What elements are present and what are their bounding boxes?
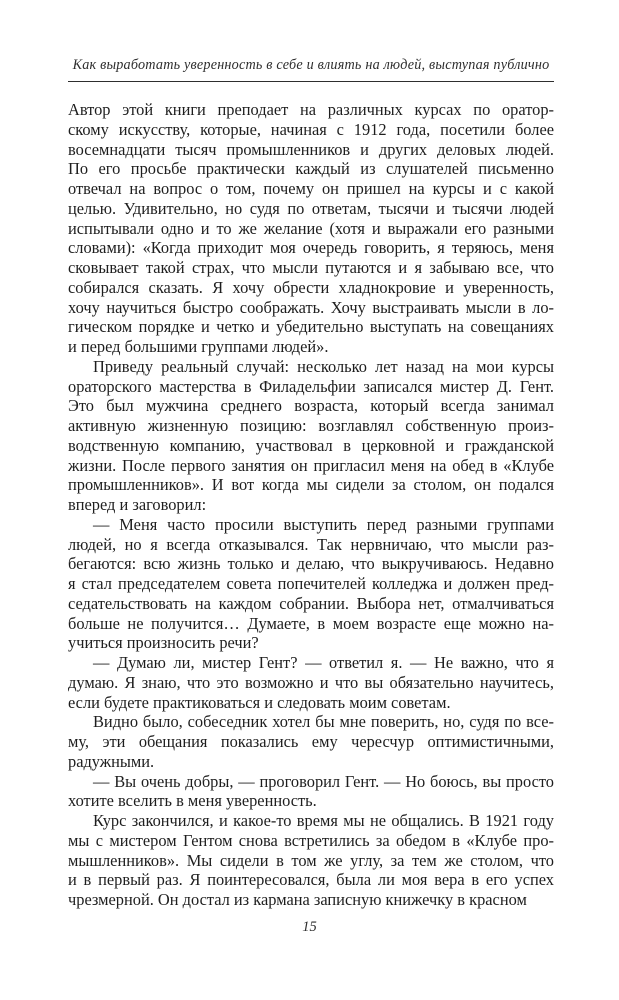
text-line: — Меня часто просили выступить перед разными группами	[93, 514, 554, 534]
text-line: ораторского мастерства в Филадельфии записался мистер Д. Гент.	[68, 376, 554, 396]
page-number: 15	[302, 919, 317, 935]
text-line: промышленников». И вот когда мы сидели за столом, он подался	[68, 475, 554, 495]
text-line: активную жизненную позицию: возглавлял собственную произ-	[68, 416, 554, 435]
text-line: — Вы очень добры, — проговорил Гент. — Но боюсь, вы просто	[93, 771, 554, 791]
text-line: испытывали одно и то же желание (хотя и выражали его разными	[68, 218, 554, 238]
text-line: По его просьбе практически каждый из слушателей письменно	[68, 159, 554, 179]
text-line: сковывает такой страх, что мысли путаются и я забываю все, что	[68, 258, 554, 277]
text-line: собирался сказать. Я хочу обрести хладнокровие и уверенность,	[68, 277, 554, 297]
body-text	[68, 100, 554, 910]
text-line: чрезмерной. Он достал из кармана записную книжечку в красном	[68, 890, 527, 909]
running-head: Как выработать уверенность в себе и влиять на людей, выступая публично	[72, 57, 550, 73]
text-line: седательствовать на каждом собрании. Выбора нет, отмалчиваться	[68, 593, 554, 613]
paragraph	[68, 515, 554, 653]
text-line: Курс закончился, и какое-то время мы не общались. В 1921 году	[93, 811, 554, 830]
paragraph	[68, 811, 554, 910]
text-line: целью. Удивительно, но судя по ответам, тысячи и тысячи людей	[68, 198, 554, 218]
text-line: вперед и заговорил:	[68, 495, 207, 514]
paragraph	[68, 357, 554, 515]
text-line: Видно было, собеседник хотел бы мне поверить, но, судя по все-	[93, 712, 554, 732]
text-line: Приведу реальный случай: несколько лет назад на мои курсы	[93, 356, 554, 376]
text-line: водственную компанию, участвовал в церковной и гражданской	[68, 435, 554, 455]
paragraph	[68, 653, 554, 712]
text-line: мышленников». Мы сидели в том же углу, за тем же столом, что	[68, 850, 554, 870]
text-line: отвечал на вопрос о том, почему он пришел на курсы и с какой	[68, 179, 554, 198]
text-line: восемнадцати тысяч промышленников и других деловых людей.	[68, 139, 554, 159]
text-line: думаю. Я знаю, что это возможно и что вы обязательно научитесь,	[68, 672, 554, 692]
text-line: му, эти обещания показались ему чересчур оптимистичными,	[68, 732, 554, 751]
text-line: людей, но я всегда отказывался. Так нервничаю, что мысли раз-	[68, 534, 554, 554]
page-content	[68, 57, 554, 910]
text-line: учиться произносить речи?	[68, 633, 259, 653]
text-line: больше не получится… Думаете, в моем возрасте еще можно на-	[68, 613, 554, 633]
text-line: — Думаю ли, мистер Гент? — ответил я. — Не важно, что я	[93, 653, 554, 672]
text-line: Автор этой книги преподает на различных курсах по оратор-	[68, 100, 554, 119]
text-line: словами): «Когда приходит моя очередь говорить, я теряюсь, меня	[68, 238, 554, 258]
paragraph	[68, 712, 554, 771]
header-rule	[68, 81, 554, 82]
text-line: скому искусству, которые, начиная с 1912 года, посетили более	[68, 119, 554, 139]
text-line: если будете практиковаться и следовать моим советам.	[68, 692, 451, 712]
text-line: жизни. После первого занятия он пригласил меня на обед в «Клубе	[68, 455, 554, 475]
text-line: я стал председателем совета попечителей колледжа и должен пред-	[68, 574, 554, 593]
text-line: мы с мистером Гентом снова встретились за обедом в «Клубе про-	[68, 830, 554, 850]
text-line: Это был мужчина среднего возраста, который всегда занимал	[68, 396, 554, 416]
paragraph	[68, 772, 554, 812]
text-line: и в первый раз. Я поинтересовался, была ли моя вера в его успех	[68, 870, 554, 890]
text-line: гическом порядке и четко и убедительно выступать на совещаниях	[68, 317, 554, 337]
text-line: бегаются: всю жизнь только и делаю, что выкручиваюсь. Недавно	[68, 554, 554, 574]
text-line: хотите вселить в меня уверенность.	[68, 791, 317, 811]
paragraph	[68, 100, 554, 357]
text-line: и перед большими группами людей».	[68, 337, 329, 356]
text-line: радужными.	[68, 751, 155, 771]
text-line: хочу научиться быстро соображать. Хочу выстраивать мысли в ло-	[68, 297, 554, 317]
